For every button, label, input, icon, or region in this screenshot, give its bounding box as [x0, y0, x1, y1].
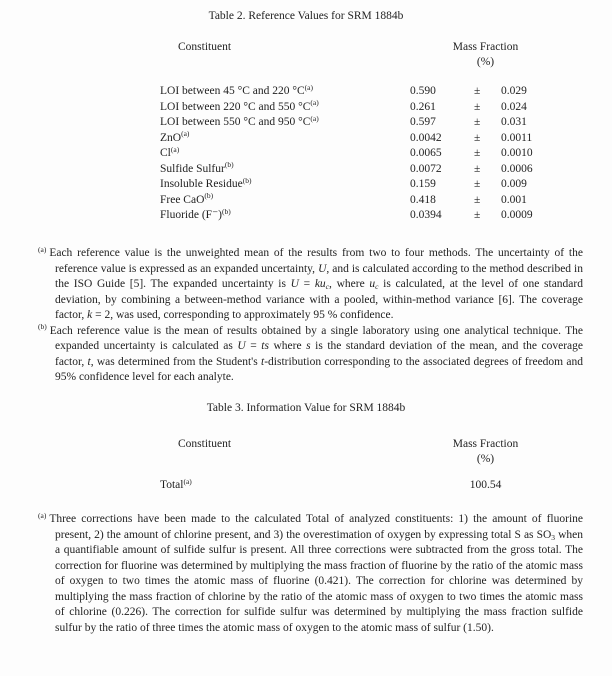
constituent-name: Cl$^{(a)}$: [160, 144, 180, 159]
footnote-marker: (a): [310, 98, 319, 107]
value-cell: 0.0065: [410, 147, 442, 159]
footnote-marker: (b): [221, 206, 231, 216]
table-row: [0, 100, 612, 116]
constituent-name: Sulfide Sulfur$^{(b)}$: [160, 160, 234, 175]
footnote-marker: (a): [38, 510, 47, 520]
column-header-unit: (%): [476, 453, 495, 465]
footnote-text: Each reference value is the mean of results obtained by a single laboratory using one analytical technique. The expanded uncertainty is calculated as U = ts where s is the standard deviation of the mean, and the coverage factor, t, was determined from the Student's t-distribution corresponding to the associated degrees of freedom and 95% confidence level for each analyte.: [49, 324, 584, 383]
table2-footnotes: [38, 246, 583, 386]
footnote-marker: (a): [181, 129, 190, 138]
constituent-name: Insoluble Residue$^{(b)}$: [160, 175, 252, 190]
plus-minus-symbol: ±: [474, 147, 481, 159]
constituent-name: Total$^{(a)}$: [160, 476, 192, 491]
footnote-a: [38, 512, 583, 636]
constituent-name: Free CaO$^{(b)}$: [160, 191, 214, 206]
footnote-a: [38, 246, 583, 324]
footnote-marker: (a): [310, 113, 319, 123]
column-header-constituent: Constituent: [178, 438, 232, 450]
constituent-name: LOI between 220 °C and 550 $^\circ C^{(a)}$: [160, 98, 319, 113]
table-row: [0, 131, 612, 147]
footnote-marker: (b): [242, 175, 252, 185]
table3-rows: [0, 478, 612, 494]
value-cell: 0.418: [410, 193, 436, 206]
footnote-marker: (b): [38, 322, 47, 331]
value-cell: 0.0394: [410, 209, 442, 221]
plus-minus-symbol: ±: [474, 116, 481, 128]
table-row: [0, 162, 612, 178]
column-header-unit: (%): [476, 56, 495, 68]
footnote-marker: (a): [170, 144, 180, 154]
constituent-name: LOI between 45 °C and 220 $^\circ C^{(a)}$: [160, 82, 313, 97]
footnote-marker: (b): [204, 191, 214, 200]
table-row: [0, 146, 612, 162]
table-row: [0, 208, 612, 224]
table-row: [0, 177, 612, 193]
plus-minus-symbol: ±: [474, 178, 481, 190]
value-cell: 100.54: [469, 479, 502, 491]
table3-title: Table 3. Information Value for SRM 1884b: [206, 402, 406, 414]
column-header-mass-fraction: Mass Fraction: [452, 41, 519, 53]
table-row: [0, 84, 612, 100]
plus-minus-symbol: ±: [474, 131, 481, 144]
uncertainty-cell: 0.0010: [501, 147, 533, 159]
footnote-marker: (a): [183, 476, 192, 486]
plus-minus-symbol: ±: [474, 85, 481, 97]
plus-minus-symbol: ±: [474, 193, 481, 206]
footnote-text: Each reference value is the unweighted mean of the results from two to four methods. The uncertainty of the reference value is expressed as an expanded uncertainty, U, and is calculated according to the method described in the ISO Guide [5]. The expanded uncertainty is $U = ku_c$, where $u_c$ is calculated, at the level of one standard deviation, by combining a between-method variance with a pooled, within-method variance [6]. The coverage factor, k = 2, was used, corresponding to approximately 95 % confidence.: [49, 247, 583, 321]
column-header-mass-fraction: Mass Fraction: [452, 438, 519, 450]
table3-footnotes: [38, 512, 583, 636]
value-cell: 0.0072: [410, 162, 442, 175]
table-row: [0, 193, 612, 209]
footnote-text: Three corrections have been made to the calculated Total of analyzed constituents: 1) the amount of fluorine present, 2) the amount of chlorine present, and 3) the overestimation of oxygen by expressing total S as $SO_3$ when a quantifiable amount of sulfide sulfur is present. All three corrections were subtracted from the gross total. The correction for fluorine was determined by multiplying the mass fraction of fluorine by the ratio of the atomic mass of oxygen to two times the atomic mass of fluorine (0.421). The correction for chlorine was determined by multiplying the mass fraction of chlorine by the ratio of the atomic mass of oxygen to two times the atomic mass of chlorine (0.226). The correction for sulfide sulfur was determined by multiplying the mass fraction sulfide sulfur by the ratio of three times the atomic mass of oxygen to the atomic mass of sulfur (1.50).: [49, 513, 583, 634]
table-row: [0, 115, 612, 131]
constituent-name: ZnO$^{(a)}$: [160, 129, 190, 144]
uncertainty-cell: 0.0011: [501, 131, 533, 144]
value-cell: 0.590: [410, 85, 436, 97]
plus-minus-symbol: ±: [474, 162, 481, 175]
value-cell: 0.261: [410, 100, 436, 113]
uncertainty-cell: 0.0009: [501, 209, 533, 221]
plus-minus-symbol: ±: [474, 100, 481, 113]
column-header-constituent: Constituent: [178, 41, 232, 53]
uncertainty-cell: 0.001: [501, 193, 527, 206]
plus-minus-symbol: ±: [474, 209, 481, 221]
table-row: [0, 478, 612, 494]
uncertainty-cell: 0.024: [501, 100, 527, 113]
footnote-marker: (a): [304, 82, 313, 92]
constituent-name: LOI between 550 °C and 950 $^\circ C^{(a)}$: [160, 113, 319, 128]
value-cell: 0.0042: [410, 131, 442, 144]
uncertainty-cell: 0.0006: [501, 162, 533, 175]
constituent-name: Fluoride $(F^-)^{(b)}$: [160, 206, 231, 221]
footnote-b: [38, 324, 583, 386]
footnote-marker: (a): [38, 244, 47, 254]
uncertainty-cell: 0.009: [501, 178, 527, 190]
table2-title: Table 2. Reference Values for SRM 1884b: [208, 10, 404, 22]
value-cell: 0.159: [410, 178, 436, 190]
value-cell: 0.597: [410, 116, 436, 128]
uncertainty-cell: 0.029: [501, 85, 527, 97]
footnote-marker: (b): [224, 160, 234, 169]
uncertainty-cell: 0.031: [501, 116, 527, 128]
table2-rows: [0, 84, 612, 224]
